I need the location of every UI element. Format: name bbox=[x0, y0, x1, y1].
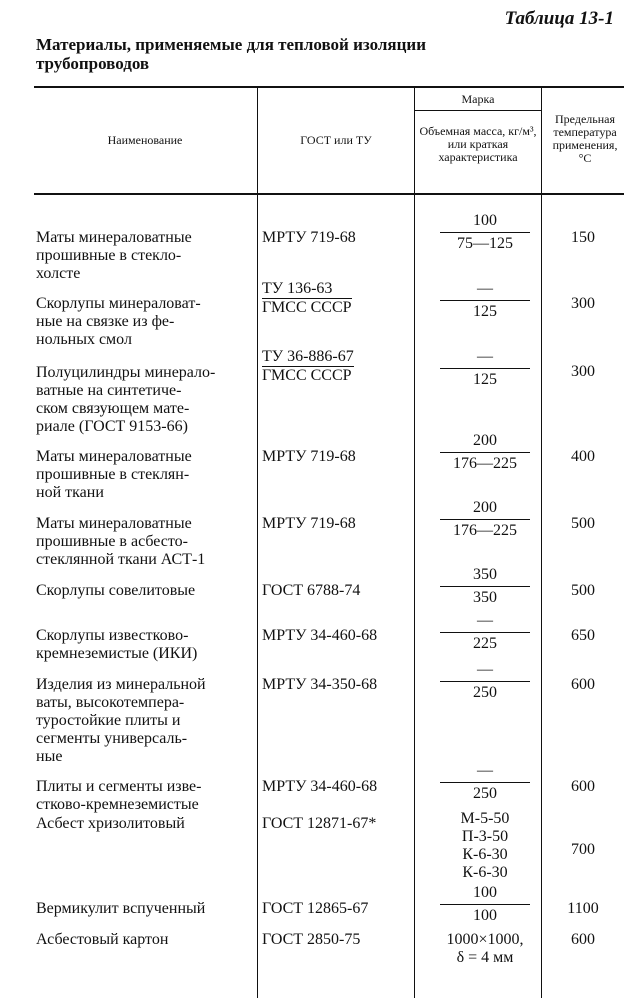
header-bottom-rule bbox=[34, 193, 624, 195]
header-top-rule bbox=[34, 86, 624, 88]
row-name: Вермикулит вспученный bbox=[36, 900, 206, 917]
row-mark: 1000×1000, δ = 4 мм bbox=[446, 931, 524, 966]
row-name: Изделия из минеральной ваты, высокотемпера- туростойкие плиты и сегменты универсаль- ные bbox=[36, 676, 206, 765]
row-temp: 650 bbox=[571, 627, 595, 644]
row-mark: $\frac{200}{176—225}$ bbox=[440, 499, 530, 540]
row-gost: МРТУ 34-350-68 bbox=[262, 676, 378, 693]
row-name: Асбестовый картон bbox=[36, 931, 169, 948]
row-temp: 600 bbox=[571, 778, 595, 795]
row-mark: $\frac{100}{100}$ bbox=[440, 884, 530, 925]
row-mark: М-5-50 П-3-50 К-6-30 К-6-30 bbox=[460, 810, 510, 881]
row-temp: 500 bbox=[571, 515, 595, 532]
row-temp: 600 bbox=[571, 931, 595, 948]
row-mark: — 250 bbox=[440, 661, 530, 702]
row-mark: — 250 bbox=[440, 762, 530, 803]
row-temp: 700 bbox=[571, 841, 595, 858]
row-gost: ТУ 136-63 ГМСС СССР bbox=[262, 280, 352, 316]
row-gost: МРТУ 34-460-68 bbox=[262, 778, 378, 795]
row-gost: МРТУ 719-68 bbox=[262, 515, 356, 532]
row-gost: ГОСТ 12871-67* bbox=[262, 815, 377, 832]
header-temp: Предельная температура применения, °С bbox=[552, 112, 618, 165]
header-gost: ГОСТ или ТУ bbox=[300, 133, 372, 147]
row-name: Скорлупы минераловат- ные на связке из фе- нольных смол bbox=[36, 295, 201, 348]
table-title: Материалы, применяемые для тепловой изоляции трубопроводов bbox=[36, 35, 426, 73]
row-mark: — 125 bbox=[440, 280, 530, 321]
row-temp: 500 bbox=[571, 582, 595, 599]
row-temp: 1100 bbox=[567, 900, 599, 917]
row-mark: $\frac{350}{350}$ bbox=[440, 566, 530, 607]
row-mark: — 125 bbox=[440, 348, 530, 389]
row-name: Маты минераловатные прошивные в стекло- холсте bbox=[36, 229, 192, 282]
row-temp: 600 bbox=[571, 676, 595, 693]
row-temp: 300 bbox=[571, 363, 595, 380]
row-temp: 400 bbox=[571, 448, 595, 465]
row-name: Скорлупы совелитовые bbox=[36, 582, 196, 599]
row-mark: — 225 bbox=[440, 612, 530, 653]
row-name: Маты минераловатные прошивные в стеклян- ной ткани bbox=[36, 448, 192, 501]
mark-sub-rule bbox=[414, 110, 542, 111]
row-mark: $\frac{200}{176—225}$ bbox=[440, 432, 530, 473]
row-name: Скорлупы известково- кремнеземистые (ИКИ) bbox=[36, 627, 198, 662]
col-divider-3 bbox=[541, 86, 542, 998]
row-name: Асбест хризолитовый bbox=[36, 815, 185, 832]
row-gost: ГОСТ 2850-75 bbox=[262, 931, 361, 948]
row-name: Маты минераловатные прошивные в асбесто- стеклянной ткани АСТ-1 bbox=[36, 515, 206, 568]
row-gost: ГОСТ 6788-74 bbox=[262, 582, 361, 599]
row-gost: МРТУ 719-68 bbox=[262, 448, 356, 465]
row-name: Полуцилиндры минерало- ватные на синтетиче- ском связующем мате- риале (ГОСТ 9153-66) bbox=[36, 364, 216, 435]
header-name: Наименование bbox=[107, 133, 183, 147]
header-mark-group: Марка bbox=[461, 92, 495, 106]
row-temp: 300 bbox=[571, 295, 595, 312]
col-divider-2 bbox=[414, 86, 415, 998]
row-gost: ГОСТ 12865-67 bbox=[262, 900, 369, 917]
table-number: Таблица 13-1 bbox=[504, 8, 614, 29]
row-name: Плиты и сегменты изве- стково-кремнеземистые bbox=[36, 778, 202, 813]
row-gost: ТУ 36-886-67 ГМСС СССР bbox=[262, 348, 354, 384]
row-gost: МРТУ 34-460-68 bbox=[262, 627, 378, 644]
row-temp: 150 bbox=[571, 229, 595, 246]
row-mark: $\frac{100}{75—125}$ bbox=[440, 212, 530, 253]
header-mark-sub: Объемная масса, кг/м³, или краткая характеристика bbox=[419, 124, 537, 164]
col-divider-1 bbox=[257, 86, 258, 998]
row-gost: МРТУ 719-68 bbox=[262, 229, 356, 246]
